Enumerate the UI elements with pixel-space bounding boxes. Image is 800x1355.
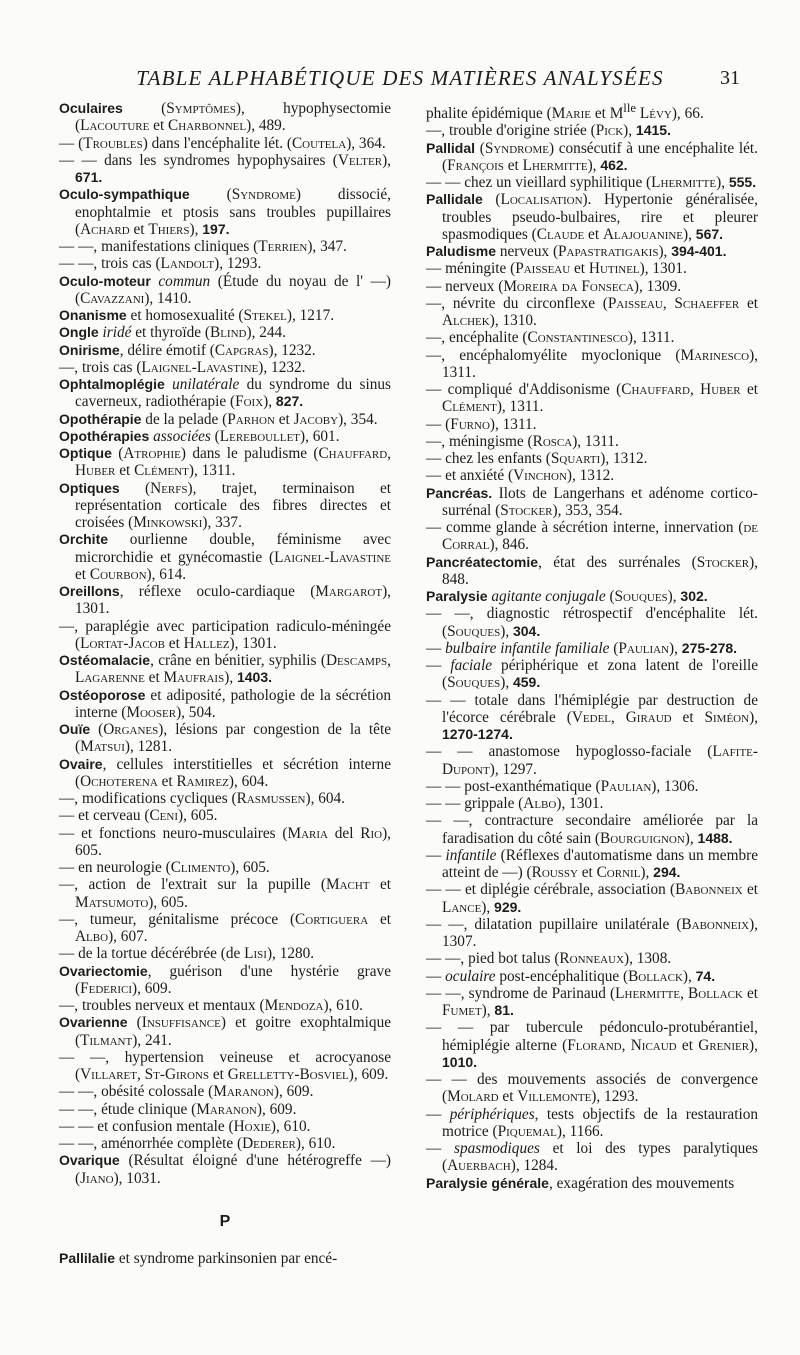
index-entry: — oculaire post-encéphalitique (Bollack), 74. [426,967,716,985]
index-entry: — — chez un vieillard syphilitique (Lhermitte), 555. [426,174,757,192]
index-entry: — —, contracture secondaire améliorée par la faradisation du côté sain (Bourguignon), 1488. [426,812,758,847]
index-entry: — —, obésité colossale (Maranon), 609. [59,1083,314,1101]
index-entry: Onirisme, délire émotif (Capgras), 1232. [59,341,316,359]
index-entry: — — totale dans l'hémiplégie par destruction de l'écorce cérébrale (Vedel, Giraud et Siméon), 1270-1274. [426,691,758,743]
section-letter: P [219,1212,231,1230]
index-entry: Pancréatectomie, état des surrénales (Stocker), 848. [426,553,758,588]
index-entry: — —, syndrome de Parinaud (Lhermitte, Bollack et Fumet), 81. [426,984,758,1020]
page-number: 31 [720,67,740,89]
right-column [426,100,758,1192]
page-header [0,66,800,96]
index-entry: Paralysie générale, exagération des mouvements [426,1174,735,1192]
index-entry: — —, pied bot talus (Ronneaux), 1308. [426,950,672,968]
index-entry: Opothérapies associées (Lereboullet), 601. [59,427,340,445]
index-entry: —, névrite du circonflexe (Paisseau, Schaeffer et Alchek), 1310. [426,294,758,330]
index-entry: — —, manifestations cliniques (Terrien), 347. [59,238,347,255]
index-entry: — et cerveau (Ceni), 605. [59,807,218,825]
index-entry: Pancréas. Ilots de Langerhans et adénome cortico-surrénal (Stocker), 353, 354. [426,484,758,519]
index-entry: — infantile (Réflexes d'automatisme dans un membre atteint de —) (Roussy et Cornil), 294. [426,846,758,882]
index-entry: — —, hypertension veineuse et acrocyanose (Villaret, St-Girons et Grelletty-Bosviel), 609. [59,1048,391,1083]
index-entry: Orchite ourlienne double, féminisme avec microrchidie et gynécomastie (Laignel-Lavastine et Courbon), 614. [59,531,391,583]
index-entry: — — et diplégie cérébrale, association (Babonneix et Lance), 929. [426,881,758,916]
index-entry: —, tumeur, génitalisme précoce (Cortiguera et Albo), 607. [59,910,391,945]
index-entry: — —, étude clinique (Maranon), 609. [59,1100,297,1118]
index-entry: Oculo-sympathique (Syndrome) dissocié, enophtalmie et ptosis sans troubles pupillaires (Achard et Thiers), 197. [59,186,392,238]
index-entry: Ophtalmoplégie unilatérale du syndrome du sinus caverneux, radiothérapie (Foix), 827. [59,376,391,411]
index-entry: — — grippale (Albo), 1301. [426,795,604,813]
right-entries [426,100,758,1192]
index-entry: — (Furno), 1311. [426,415,537,433]
index-entry: Ouïe (Organes), lésions par congestion de la tête (Matsui), 1281. [59,721,392,756]
index-entry: — en neurologie (Climento), 605. [59,859,270,876]
index-entry: —, encéphalomyélite myoclonique (Marinesco), 1311. [426,346,758,381]
left-column [59,100,391,1267]
index-entry: —, méningisme (Rosca), 1311. [426,432,619,450]
index-entry: Paralysie agitante conjugale (Souques), 302. [426,588,708,606]
index-entry: —, action de l'extrait sur la pupille (Macht et Matsumoto), 605. [59,876,391,911]
index-entry: — de la tortue décérébrée (de Lisi), 1280. [59,945,315,963]
index-entry: — — des mouvements associés de convergence (Molard et Villemonte), 1293. [426,1071,758,1106]
index-entry: — —, aménorrhée complète (Dederer), 610. [59,1135,336,1152]
index-entry: Optiques (Nerfs), trajet, terminaison et représentation corticale des fibres directes et croisées (Minkowski), 337. [59,479,391,531]
index-entry: — — anastomose hypoglosso-faciale (Lafite-Dupont), 1297. [426,743,758,778]
index-entry: — spasmodiques et loi des types paralytiques (Auerbach), 1284. [426,1140,759,1175]
index-entry: — et anxiété (Vinchon), 1312. [426,467,615,485]
index-entry: — chez les enfants (Squarti), 1312. [426,450,648,468]
index-entry: — — dans les syndromes hypophysaires (Velter), 671. [59,151,391,185]
index-entry: Onanisme et homosexualité (Stekel), 1217. [59,307,335,324]
index-entry: Pallilalie et syndrome parkinsonien par encé- [59,1250,338,1267]
index-entry: — — et confusion mentale (Hoxie), 610. [59,1117,311,1135]
index-entry: —, trois cas (Laignel-Lavastine), 1232. [59,358,306,376]
index-entry: —, paraplégie avec participation radiculo-méningée (Lortat-Jacob et Hallez), 1301. [59,617,391,652]
index-entry: — faciale périphérique et zona latent de l'oreille (Souques), 459. [426,657,759,692]
running-title: TABLE ALPHABÉTIQUE DES MATIÈRES ANALYSÉES [136,66,664,90]
index-entry: Oculo-moteur commun (Étude du noyau de l' —) (Cavazzani), 1410. [59,272,391,307]
index-entry: — périphériques, tests objectifs de la restauration motrice (Piquemal), 1166. [426,1105,758,1140]
left-tail [59,1250,391,1267]
index-entry: Opothérapie de la pelade (Parhon et Jacoby), 354. [59,410,378,428]
index-entry: Ovarienne (Insuffisance) et goitre exophtalmique (Tilmant), 241. [59,1014,392,1049]
index-entry: Ostéomalacie, crâne en bénitier, syphilis (Descamps, Lagarenne et Maufrais), 1403. [59,652,391,687]
index-entry: — et fonctions neuro-musculaires (Maria del Rio), 605. [59,824,391,859]
index-entry: Oculaires (Symptômes), hypophysectomie (Lacouture et Charbonnel), 489. [59,100,392,135]
index-entry: Ovaire, cellules interstitielles et sécrétion interne (Ochoterena et Ramirez), 604. [59,755,391,790]
index-entry: Optique (Atrophie) dans le paludisme (Chauffard, Huber et Clément), 1311. [59,445,391,480]
index-entry: Paludisme nerveux (Papastratigakis), 394-401. [426,243,727,261]
index-entry: — compliqué d'Addisonisme (Chauffard, Huber et Clément), 1311. [426,381,758,416]
left-entries [59,100,391,1187]
index-entry: phalite épidémique (Marie et $M^{lle}$ Lévy), 66. [426,101,704,123]
index-entry: — —, dilatation pupillaire unilatérale (Babonneix), 1307. [426,915,758,951]
index-entry: — —, trois cas (Landolt), 1293. [59,255,262,273]
index-entry: — comme glande à sécrétion interne, innervation (de Corral), 846. [426,519,758,554]
index-entry: — —, diagnostic rétrospectif d'encéphalite lét. (Souques), 304. [426,605,758,640]
index-entry: —, troubles nerveux et mentaux (Mendoza), 610. [59,997,363,1014]
index-entry: —, trouble d'origine striée (Pick), 1415. [426,122,671,140]
index-entry: — bulbaire infantile familiale (Paulian), 275-278. [426,639,738,657]
index-entry: — méningite (Paisseau et Hutinel), 1301. [426,260,687,278]
index-entry: — nerveux (Moreira da Fonseca), 1309. [426,277,682,295]
index-entry: — — post-exanthématique (Paulian), 1306. [426,777,699,795]
index-entry: — — par tubercule pédonculo-protubérantiel, hémiplégie alterne (Florand, Nicaud et Grenier), 1010. [426,1019,758,1070]
index-entry: Pallidale (Localisation). Hypertonie généralisée, troubles pseudo-bulbaires, rire et pleurer spasmodiques (Claude et Alajouanine), 567. [426,191,759,243]
index-entry: — (Troubles) dans l'encéphalite lét. (Coutela), 364. [59,134,386,152]
index-entry: —, encéphalite (Constantinesco), 1311. [426,329,675,347]
index-entry: Ovarique (Résultat éloigné d'une hétérogreffe —) (Jiano), 1031. [59,1152,391,1187]
index-entry: Pallidal (Syndrome) consécutif à une encéphalite lét. (François et Lhermitte), 462. [426,139,758,174]
index-entry: Ovariectomie, guérison d'une hystérie grave (Federici), 609. [59,962,391,997]
index-entry: Oreillons, réflexe oculo-cardiaque (Margarot), 1301. [59,583,391,618]
index-entry: Ongle iridé et thyroïde (Blind), 244. [59,324,286,342]
index-entry: Ostéoporose et adiposité, pathologie de la sécrétion interne (Mooser), 504. [59,686,391,721]
index-entry: —, modifications cycliques (Rasmussen), 604. [59,790,345,807]
